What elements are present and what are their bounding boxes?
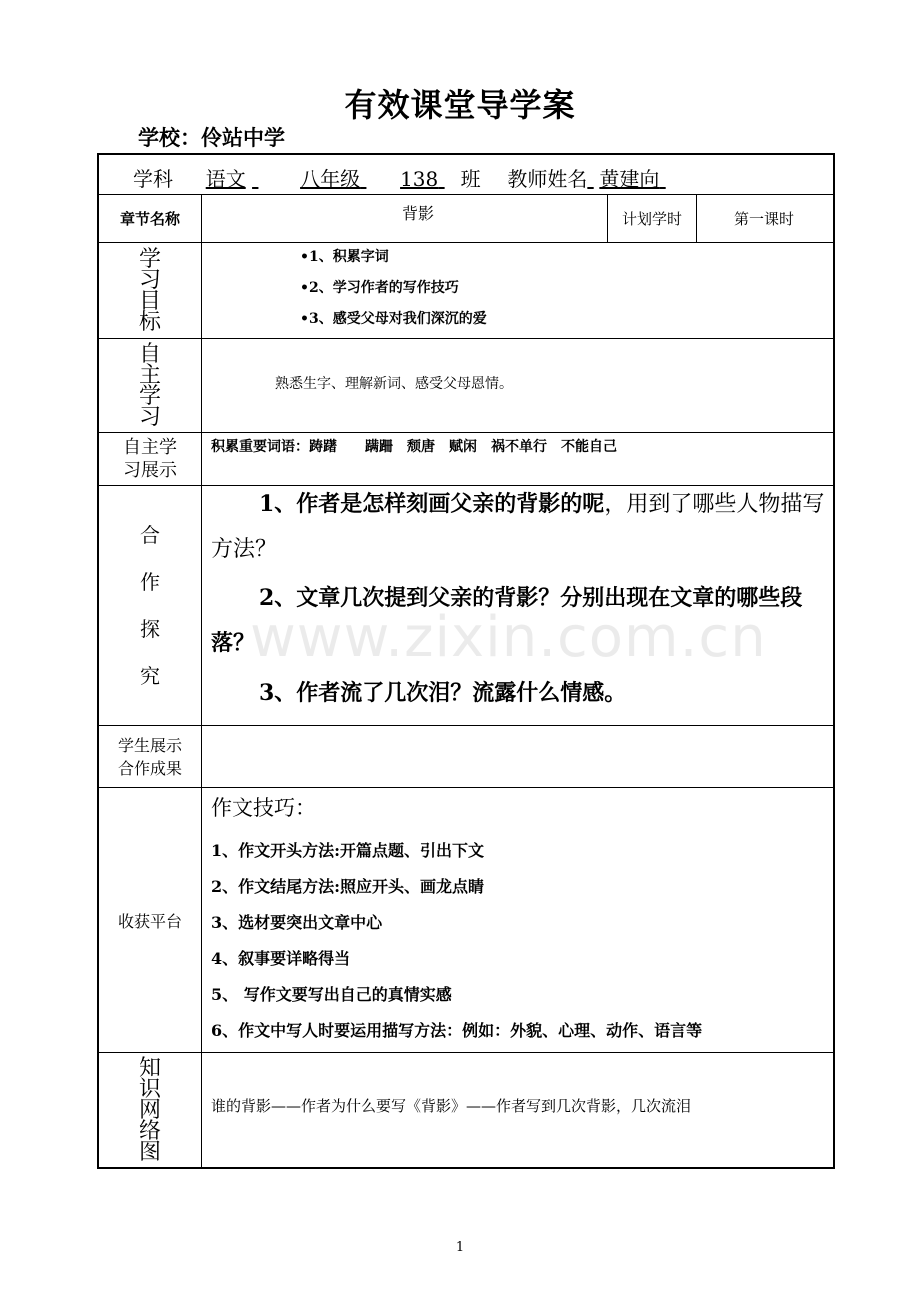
teacher-label: 教师姓名 [507,167,588,191]
question-1 [211,482,831,572]
watermark: www.zixin.com.cn [250,605,767,670]
subject-label: 学科 [133,167,173,191]
objectives-label: 学习目标 [138,246,161,335]
page-title: 有效课堂导学案 [344,86,576,124]
page-number: 1 [455,1240,465,1255]
knowledge-label: 知识网络图 [138,1055,161,1165]
harvest-item: 4、叙事要详略得当 [211,949,351,968]
question-3: 3、作者流了几次泪？流露什么情感。 [259,680,627,706]
student-show-content [202,726,833,787]
self-study-label: 自主学习 [138,341,161,430]
lesson-plan-table [97,153,835,1169]
class-number: 138 [400,167,439,191]
plan-hours-label: 计划学时 [607,195,697,242]
question-1-rest: ，用到了哪些人物描写方法？ [211,492,825,562]
question-1-bold: 1、作者是怎样刻画父亲的背影的呢 [259,491,605,517]
student-show-row [99,726,833,788]
self-study-show-label: 自主学习展示 [123,437,177,481]
chapter-label: 章节名称 [99,195,202,242]
harvest-heading: 作文技巧： [211,796,316,820]
harvest-item: 2、作文结尾方法:照应开头、画龙点睛 [211,877,485,896]
chapter-row [99,195,833,243]
objectives-row [99,243,833,339]
plan-hours-value: 第一课时 [733,210,794,228]
vocabulary-list: 积累重要词语：踌躇 蹒跚 颓唐 赋闲 祸不单行 不能自己 [211,439,617,455]
harvest-item: 6、作文中写人时要运用描写方法：例如：外貌、心理、动作、语言等 [211,1021,703,1040]
teacher-name: 黄建向 [599,167,660,191]
harvest-item: 1、作文开头方法:开篇点题、引出下文 [211,841,485,860]
self-study-row [99,339,833,433]
chapter-title: 背影 [402,204,435,223]
harvest-item: 3、选材要突出文章中心 [211,913,383,932]
cooperate-row [99,486,833,726]
header-row [99,155,833,195]
cooperate-label: 合作探究 [140,522,160,688]
subject-value: 语文 [205,167,246,191]
harvest-label: 收获平台 [117,911,182,931]
self-study-text: 熟悉生字、理解新词、感受父母恩情。 [275,376,513,392]
harvest-row [99,788,833,1053]
objective-item: •3、感受父母对我们深沉的爱 [300,311,487,327]
knowledge-row [99,1053,833,1167]
harvest-item: 5、 写作文要写出自己的真情实感 [211,985,452,1004]
objective-item: •2、学习作者的写作技巧 [300,280,459,296]
self-study-show-row [99,433,833,486]
class-label: 班 [460,167,481,191]
grade-value: 八年级 [300,167,361,191]
student-show-label: 学生展示合作成果 [117,735,182,778]
objective-item: •1、积累字词 [300,249,389,265]
school-line: 学校：伶站中学 [138,125,285,150]
question-2: 2、文章几次提到父亲的背影？分别出现在文章的哪些段落？ [211,585,803,656]
knowledge-text: 谁的背影——作者为什么要写《背影》——作者写到几次背影，几次流泪 [211,1097,692,1115]
